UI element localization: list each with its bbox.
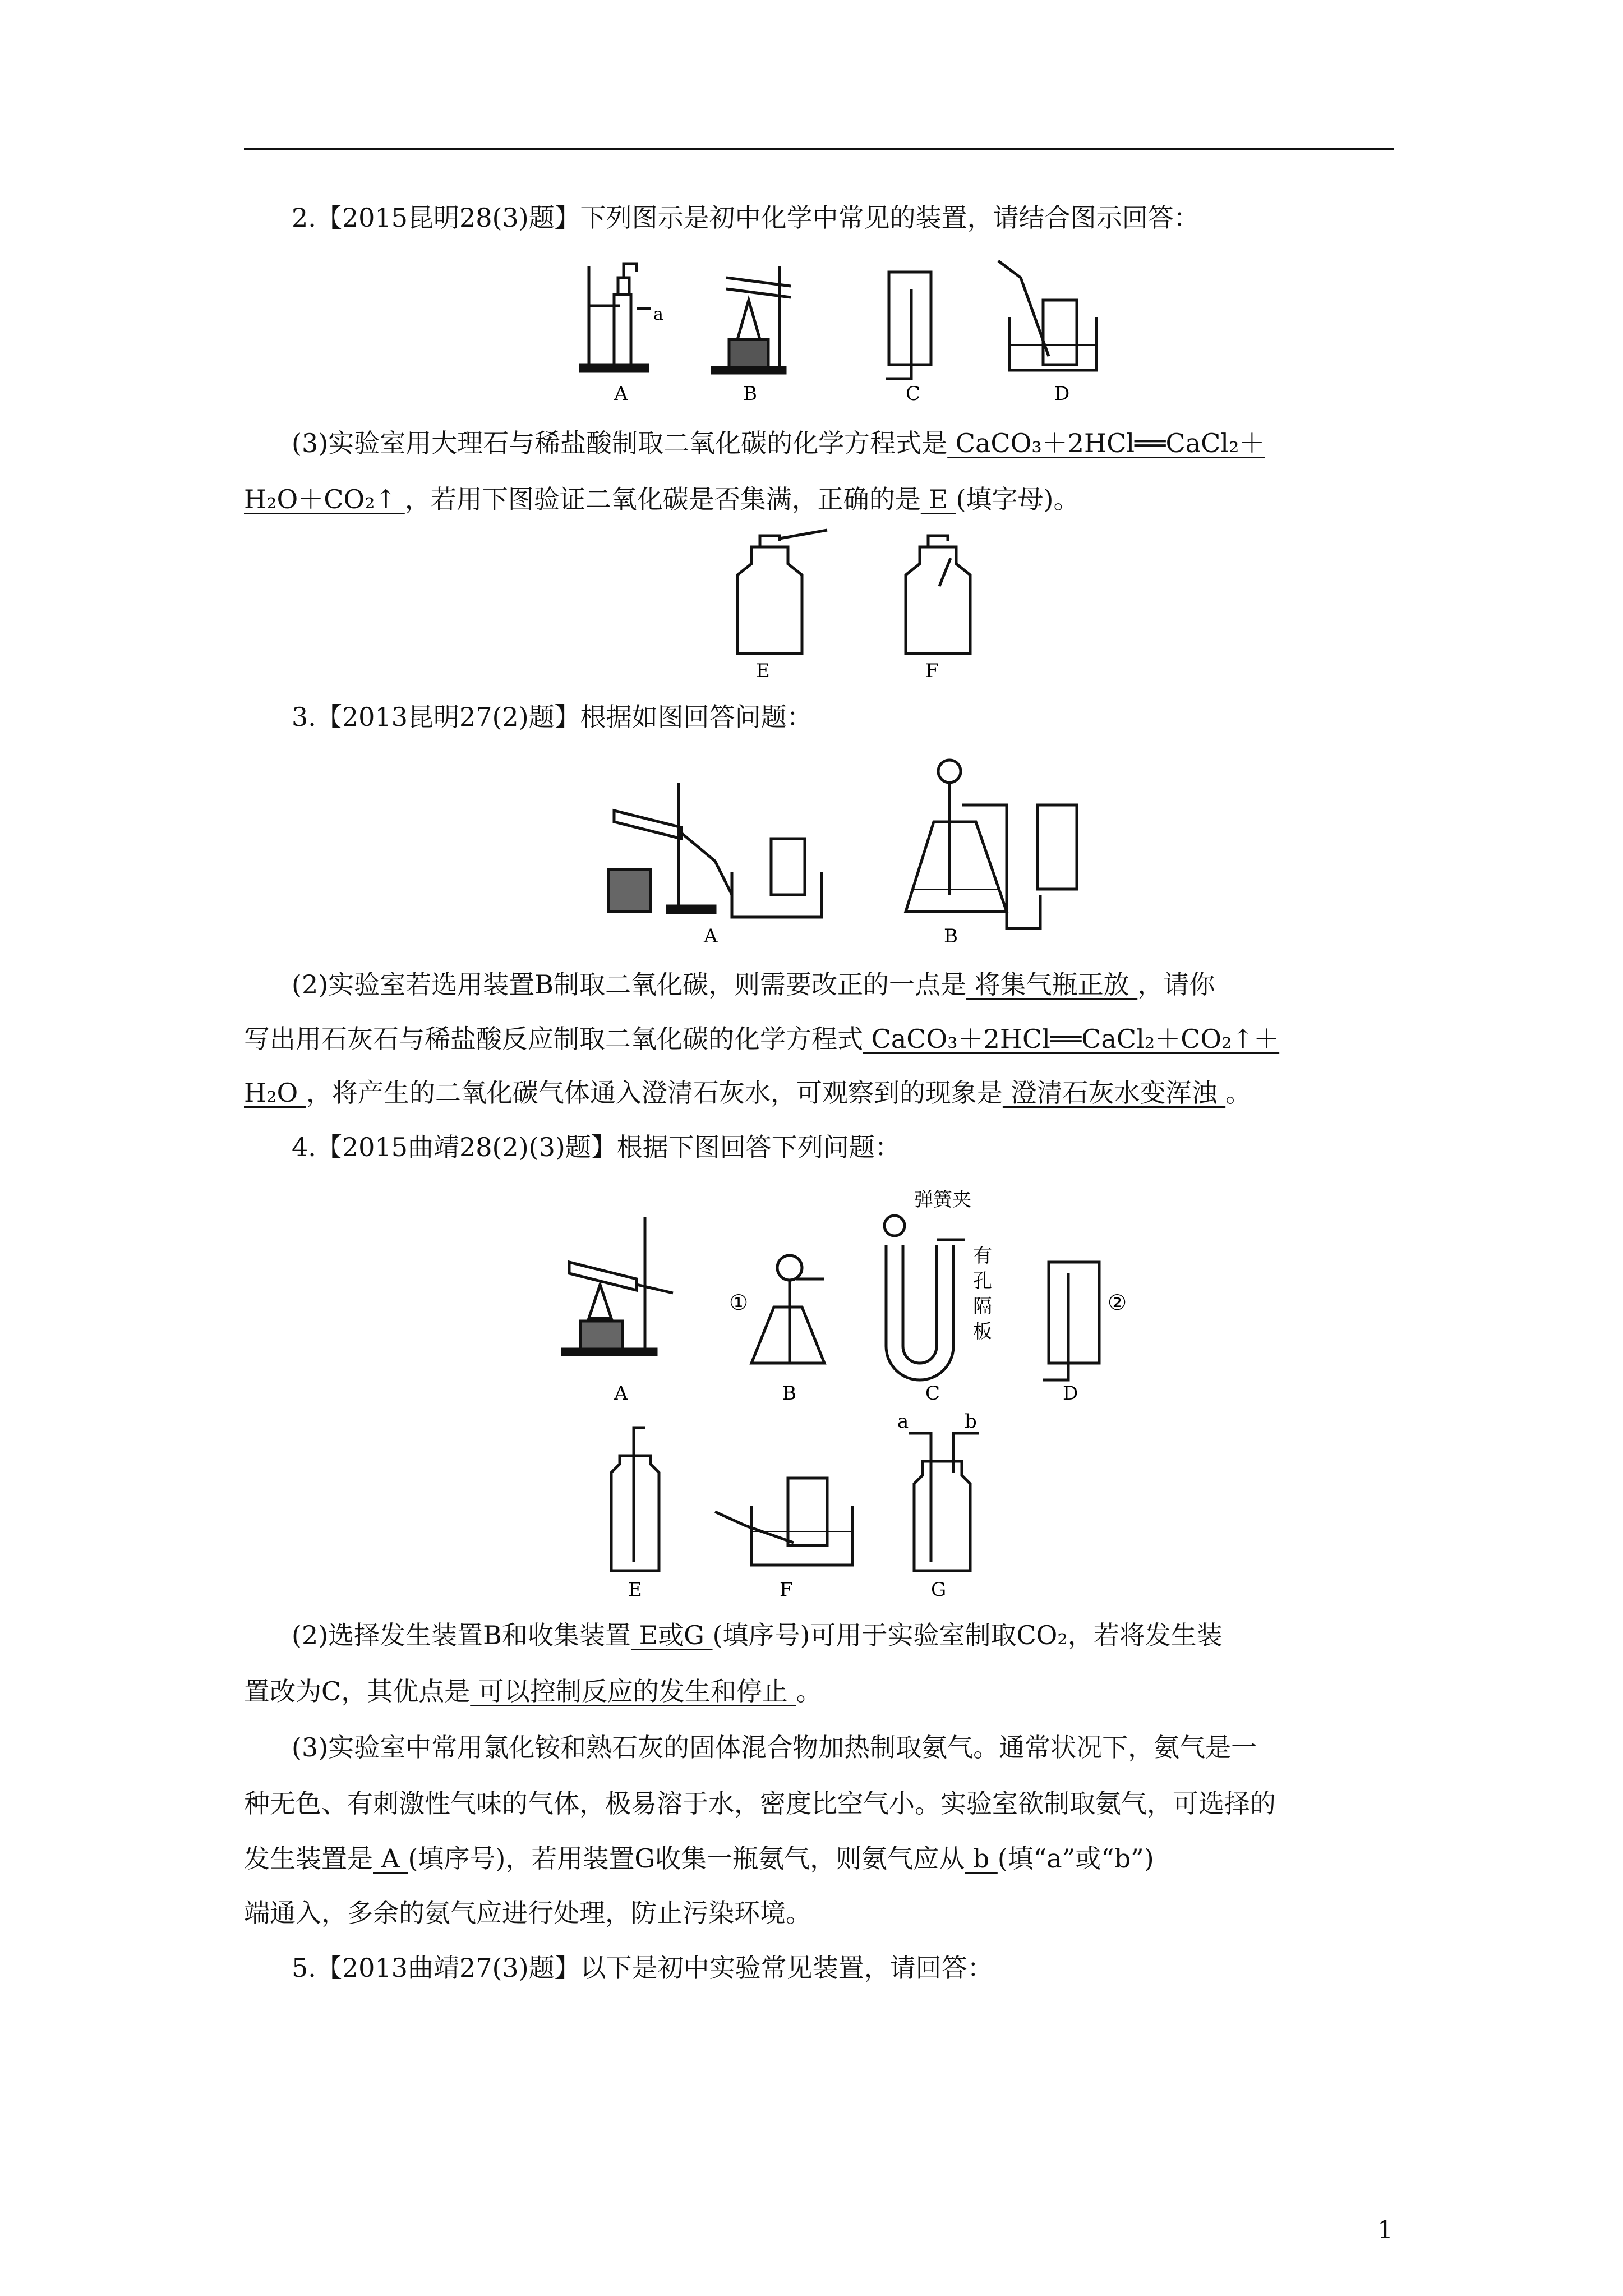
q4-label-plate-3: 板 [973, 1320, 992, 1343]
q4-p3-line1: (3)实验室中常用氯化铵和熟石灰的固体混合物加热制取氨气。通常状况下，氨气是一 [292, 1732, 1257, 1763]
q2-caption-b: B [743, 383, 757, 405]
q2-figure-apparatus [572, 255, 1122, 407]
q4-label-2: ② [1108, 1290, 1127, 1315]
q4-p2-line1: (2)选择发生装置B和收集装置 E或G (填序号)可用于实验室制取CO₂，若将发生装 [292, 1620, 1223, 1650]
q3-caption-a: A [704, 925, 718, 947]
q3-line1: (2)实验室若选用装置B制取二氧化碳，则需要改正的一点是 将集气瓶正放 ，请你 [292, 969, 1215, 1000]
q2-caption-a: A [614, 383, 628, 405]
q4-label-plate-2: 隔 [973, 1295, 992, 1318]
q4-caption-b: B [782, 1382, 796, 1405]
q4-p2-line2: 置改为C，其优点是 可以控制反应的发生和停止 。 [244, 1676, 822, 1706]
q3-caption-b: B [944, 925, 958, 947]
q4-label-1: ① [729, 1290, 749, 1315]
q4-caption-e: E [628, 1579, 642, 1601]
q4-label-g-a: a [897, 1411, 909, 1433]
q4-caption-a: A [614, 1382, 628, 1405]
q4-label-spring: 弹簧夹 [914, 1189, 971, 1211]
q2-caption-c: C [906, 383, 921, 405]
q4-figure-row1 [561, 1178, 1166, 1408]
q2-caption-e: E [756, 660, 770, 682]
q4-caption-g: G [931, 1579, 947, 1601]
q5-header: 5.【2013曲靖27(3)题】以下是初中实验常见装置，请回答： [292, 1953, 993, 1983]
q4-p3-line3: 发生装置是 A (填序号)，若用装置G收集一瓶氨气，则氨气应从 b (填“a”或“b”) [244, 1843, 1154, 1874]
q4-p3-line2: 种无色、有刺激性气味的气体，极易溶于水，密度比空气小。实验室欲制取氨气，可选择的 [244, 1788, 1276, 1819]
q4-figure-row2 [594, 1411, 1009, 1604]
q4-label-g-b: b [965, 1411, 977, 1433]
q3-header: 3.【2013昆明27(2)题】根据如图回答问题： [292, 702, 813, 732]
top-rule [244, 148, 1394, 150]
q2-p3-line1: (3)实验室用大理石与稀盐酸制取二氧化碳的化学方程式是 CaCO₃＋2HCl══CaCl₂＋ [292, 428, 1265, 458]
q3-line2: 写出用石灰石与稀盐酸反应制取二氧化碳的化学方程式 CaCO₃＋2HCl══CaCl₂＋CO₂↑＋ [244, 1024, 1280, 1054]
q4-caption-f: F [780, 1579, 793, 1601]
q2-label-a: a [653, 305, 663, 324]
q4-p3-line4: 端通入，多余的氨气应进行处理，防止污染环境。 [244, 1898, 811, 1928]
q2-figure-bottles [723, 524, 981, 682]
q3-figure-apparatus [603, 749, 1108, 956]
q2-header: 2.【2015昆明28(3)题】下列图示是初中化学中常见的装置，请结合图示回答： [292, 203, 1200, 233]
q2-caption-f: F [925, 660, 939, 682]
q4-label-plate-0: 有 [973, 1245, 992, 1267]
q2-caption-d: D [1054, 383, 1070, 405]
q4-caption-c: C [925, 1382, 940, 1405]
q4-label-plate-1: 孔 [973, 1270, 992, 1292]
q4-caption-d: D [1063, 1382, 1078, 1405]
q2-p3-line2: H₂O＋CO₂↑ ，若用下图验证二氧化碳是否集满，正确的是 E (填字母)。 [244, 484, 1080, 514]
q3-line3: H₂O ，将产生的二氧化碳气体通入澄清石灰水，可观察到的现象是 澄清石灰水变浑浊 。 [244, 1078, 1252, 1108]
q4-header: 4.【2015曲靖28(2)(3)题】根据下图回答下列问题： [292, 1132, 901, 1162]
page-number: 1 [1377, 2216, 1393, 2244]
